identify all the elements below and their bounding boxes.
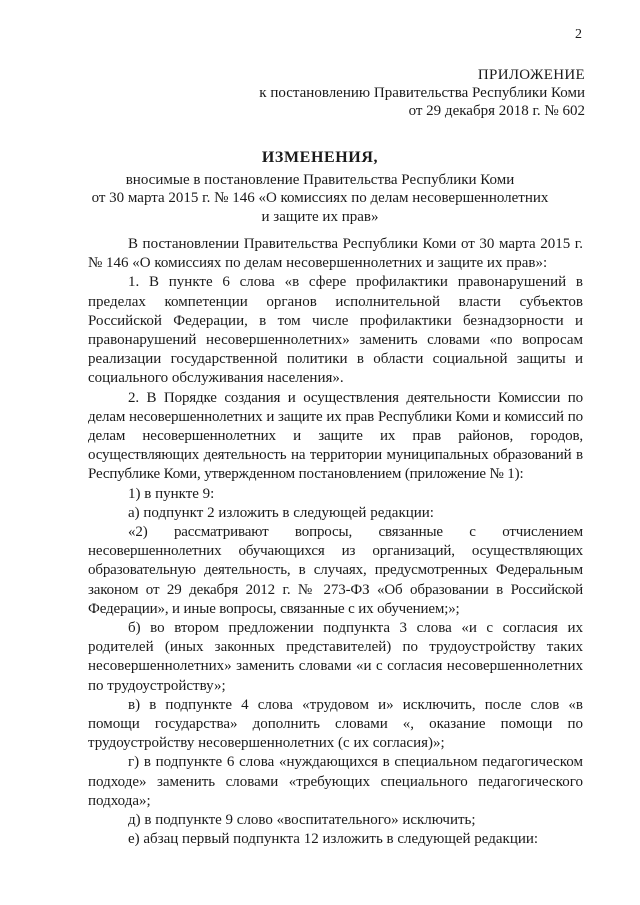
page-number: 2	[575, 27, 582, 42]
paragraph-item-2: 2. В Порядке создания и осуществления деятельности Комиссии по делам несовершеннолетних и защите их прав Республики Коми и комиссий по делам несовершеннолетних и защите их прав районов, городов, осуществляющих деятельность на территории муниципальных образований в Республике Коми, утвержденном постановлением (приложение № 1):	[88, 389, 583, 483]
paragraph-subitem-b: б) во втором предложении подпункта 3 слова «и с согласия их родителей (иных законных представителей) по трудоустройству таких несовершеннолетних» заменить словами «и с согласия несовершеннолетних по трудоустройству»;	[88, 620, 583, 694]
paragraph-item-1: 1. В пункте 6 слова «в сфере профилактики правонарушений в пределах компетенции органов исполнительной власти субъектов Российской Федерации, в том числе профилактики безнадзорности и правонарушений несовершеннолетних» заменить словами «по вопросам реализации государственной политики в области социальной защиты и социального обслуживания населения».	[88, 274, 583, 387]
paragraph-subitem-a: а) подпункт 2 изложить в следующей редакции:	[128, 504, 434, 521]
heading-title: ИЗМЕНЕНИЯ,	[261, 149, 379, 166]
appendix-line-1: к постановлению Правительства Республики Коми	[259, 85, 585, 101]
heading-subtitle-line: и защите их прав»	[261, 208, 379, 225]
document-body	[88, 235, 583, 850]
paragraph-intro: В постановлении Правительства Республики Коми от 30 марта 2015 г. № 146 «О комиссиях по делам несовершеннолетних и защите их прав»:	[88, 236, 583, 272]
paragraph-subitem-g: г) в подпункте 6 слова «нуждающихся в специальном педагогическом подходе» заменить словами «требующих специального педагогического подхода»;	[88, 754, 583, 809]
paragraph-subitem-d: д) в подпункте 9 слово «воспитательного» исключить;	[128, 812, 476, 829]
heading-subtitle-line: от 30 марта 2015 г. № 146 «О комиссиях по делам несовершеннолетних	[91, 190, 549, 206]
paragraph-subitem-v: в) в подпункте 4 слова «трудовом и» исключить, после слов «в помощи государства» дополнить словами «, оказание помощи по трудоустройству несовершеннолетних (с их согласия)»;	[88, 696, 583, 752]
appendix-block	[259, 66, 585, 120]
paragraph-subitem-e: е) абзац первый подпункта 12 изложить в следующей редакции:	[128, 831, 539, 848]
paragraph-quote-2: «2) рассматривают вопросы, связанные с отчислением несовершеннолетних обучающихся из организаций, осуществляющих образовательную деятельность, в случаях, предусмотренных Федеральным законом от 29 декабря 2012 г. № 273-ФЗ «Об образовании в Российской Федерации», и иные вопросы, связанные с их обучением;»;	[88, 524, 583, 617]
appendix-label: ПРИЛОЖЕНИЕ	[477, 67, 585, 83]
heading-subtitle-line: вносимые в постановление Правительства Республики Коми	[125, 171, 515, 188]
document-heading	[90, 149, 550, 226]
paragraph-subitem-1: 1) в пункте 9:	[128, 485, 215, 502]
appendix-line-2: от 29 декабря 2018 г. № 602	[408, 103, 585, 119]
